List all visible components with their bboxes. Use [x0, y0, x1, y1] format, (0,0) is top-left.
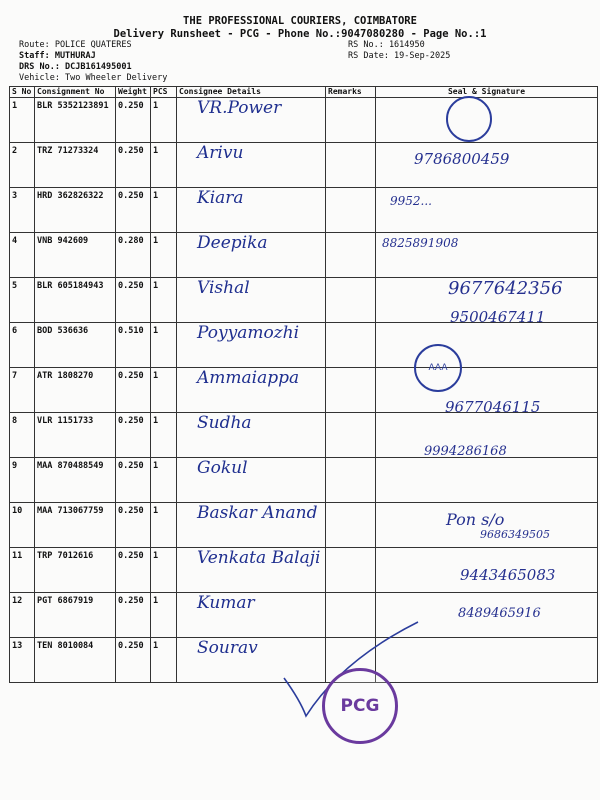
cell-consignment: VLR 1151733	[35, 413, 116, 458]
cell-remarks	[326, 278, 376, 323]
signature-row-6: 9500467411	[450, 308, 546, 326]
consignee-handwriting: Sudha	[197, 413, 252, 433]
cell-pcs: 1	[151, 593, 177, 638]
meta-right	[348, 40, 450, 62]
cell-signature	[376, 323, 598, 368]
cell-consignment: BOD 536636	[35, 323, 116, 368]
cell-sno: 6	[10, 323, 35, 368]
cell-weight: 0.250	[116, 143, 151, 188]
cell-consignment: ATR 1808270	[35, 368, 116, 413]
company-title: THE PROFESSIONAL COURIERS, COIMBATORE	[183, 15, 417, 27]
consignee-handwriting: Kiara	[197, 188, 244, 208]
cell-consignee	[177, 503, 326, 548]
col-header-remarks: Remarks	[326, 87, 376, 98]
cell-remarks	[326, 548, 376, 593]
cell-consignee	[177, 323, 326, 368]
consignee-handwriting: Venkata Balaji	[197, 548, 321, 568]
consignee-handwriting: Vishal	[197, 278, 250, 298]
cell-pcs: 1	[151, 548, 177, 593]
cell-weight: 0.250	[116, 98, 151, 143]
cell-consignment: MAA 870488549	[35, 458, 116, 503]
cell-pcs: 1	[151, 278, 177, 323]
consignee-handwriting: Kumar	[197, 593, 255, 613]
consignee-handwriting: Arivu	[197, 143, 244, 163]
cell-weight: 0.280	[116, 233, 151, 278]
cell-remarks	[326, 413, 376, 458]
rs-number: RS No.: 1614950	[348, 40, 425, 50]
cell-consignment: BLR 5352123891	[35, 98, 116, 143]
cell-sno: 12	[10, 593, 35, 638]
cell-weight: 0.250	[116, 593, 151, 638]
cell-weight: 0.250	[116, 503, 151, 548]
cell-pcs: 1	[151, 458, 177, 503]
col-header-consignee: Consignee Details	[177, 87, 326, 98]
agency-seal	[446, 96, 492, 142]
cell-sno: 5	[10, 278, 35, 323]
vehicle-text: Vehicle: Two Wheeler Delivery	[19, 73, 168, 83]
runsheet-subtitle: Delivery Runsheet - PCG - Phone No.:9047080280 - Page No.:1	[113, 28, 487, 40]
consignee-handwriting: Sourav	[197, 638, 258, 658]
cell-sno: 9	[10, 458, 35, 503]
cell-sno: 2	[10, 143, 35, 188]
col-header-sno: S No	[10, 87, 35, 98]
cell-consignment: TEN 8010084	[35, 638, 116, 683]
drs-number: DRS No.: DCJB161495001	[19, 62, 132, 72]
cell-remarks	[326, 188, 376, 233]
cell-sno: 3	[10, 188, 35, 233]
table-row	[10, 413, 598, 458]
cell-signature	[376, 458, 598, 503]
cell-weight: 0.250	[116, 278, 151, 323]
cell-pcs: 1	[151, 143, 177, 188]
route-text: Route: POLICE QUATERES	[19, 40, 132, 50]
cell-sno: 1	[10, 98, 35, 143]
table-row	[10, 98, 598, 143]
runsheet-table	[9, 86, 598, 683]
cell-remarks	[326, 233, 376, 278]
table-row	[10, 458, 598, 503]
cell-consignment: VNB 942609	[35, 233, 116, 278]
signature-row-8: 9677046115	[445, 398, 541, 416]
cell-pcs: 1	[151, 98, 177, 143]
cell-consignment: TRP 7012616	[35, 548, 116, 593]
cell-sno: 7	[10, 368, 35, 413]
consignee-handwriting: Poyyamozhi	[197, 323, 300, 343]
cell-consignment: HRD 362826322	[35, 188, 116, 233]
cell-weight: 0.250	[116, 188, 151, 233]
cell-consignee	[177, 368, 326, 413]
cell-consignee	[177, 98, 326, 143]
signature-row-11-name: Pon s/o	[446, 510, 505, 529]
aaa-seal: AAA	[414, 344, 462, 392]
col-header-consignment: Consignment No	[35, 87, 116, 98]
cell-pcs: 1	[151, 233, 177, 278]
cell-weight: 0.250	[116, 458, 151, 503]
col-header-pcs: PCS	[151, 87, 177, 98]
cell-remarks	[326, 368, 376, 413]
staff-text: Staff: MUTHURAJ	[19, 51, 96, 61]
consignee-handwriting: Deepika	[197, 233, 268, 253]
cell-consignee	[177, 143, 326, 188]
cell-sno: 4	[10, 233, 35, 278]
cell-consignee	[177, 458, 326, 503]
cell-weight: 0.250	[116, 413, 151, 458]
cell-pcs: 1	[151, 323, 177, 368]
consignee-handwriting: Ammaiappa	[197, 368, 300, 388]
cell-consignment: TRZ 71273324	[35, 143, 116, 188]
col-header-seal-signature: Seal & Signature	[376, 87, 598, 98]
cell-weight: 0.510	[116, 323, 151, 368]
cell-consignee	[177, 278, 326, 323]
table-row	[10, 323, 598, 368]
cell-remarks	[326, 98, 376, 143]
cell-consignee	[177, 188, 326, 233]
cell-consignee	[177, 548, 326, 593]
consignee-handwriting: Baskar Anand	[197, 503, 318, 523]
cell-remarks	[326, 503, 376, 548]
signature-row-5: 9677642356	[448, 278, 563, 299]
signature-row-11-phone: 9686349505	[480, 528, 550, 541]
signature-row-4: 8825891908	[382, 236, 459, 250]
cell-remarks	[326, 143, 376, 188]
cell-consignment: PGT 6867919	[35, 593, 116, 638]
signature-row-3: 9952...	[390, 194, 432, 208]
cell-pcs: 1	[151, 638, 177, 683]
cell-sno: 8	[10, 413, 35, 458]
signature-row-9: 9994286168	[424, 444, 507, 459]
cell-pcs: 1	[151, 368, 177, 413]
table-row	[10, 233, 598, 278]
cell-pcs: 1	[151, 188, 177, 233]
table-header-row	[10, 87, 598, 98]
cell-consignee	[177, 233, 326, 278]
cell-pcs: 1	[151, 503, 177, 548]
cell-remarks	[326, 323, 376, 368]
consignee-handwriting: VR.Power	[197, 98, 282, 118]
col-header-weight: Weight	[116, 87, 151, 98]
signature-row-12: 9443465083	[460, 566, 556, 584]
table-row	[10, 188, 598, 233]
cell-weight: 0.250	[116, 548, 151, 593]
cell-pcs: 1	[151, 413, 177, 458]
cell-consignee	[177, 413, 326, 458]
cell-weight: 0.250	[116, 368, 151, 413]
signature-row-13: 8489465916	[458, 606, 541, 621]
pcg-stamp: PCG	[322, 668, 398, 744]
signature-row-2: 9786800459	[414, 150, 510, 168]
consignee-handwriting: Gokul	[197, 458, 248, 478]
cell-sno: 13	[10, 638, 35, 683]
cell-sno: 11	[10, 548, 35, 593]
rs-date: RS Date: 19-Sep-2025	[348, 51, 451, 61]
cell-weight: 0.250	[116, 638, 151, 683]
cell-consignment: MAA 713067759	[35, 503, 116, 548]
cell-remarks	[326, 458, 376, 503]
cell-consignment: BLR 605184943	[35, 278, 116, 323]
cell-sno: 10	[10, 503, 35, 548]
meta-left	[19, 40, 167, 84]
